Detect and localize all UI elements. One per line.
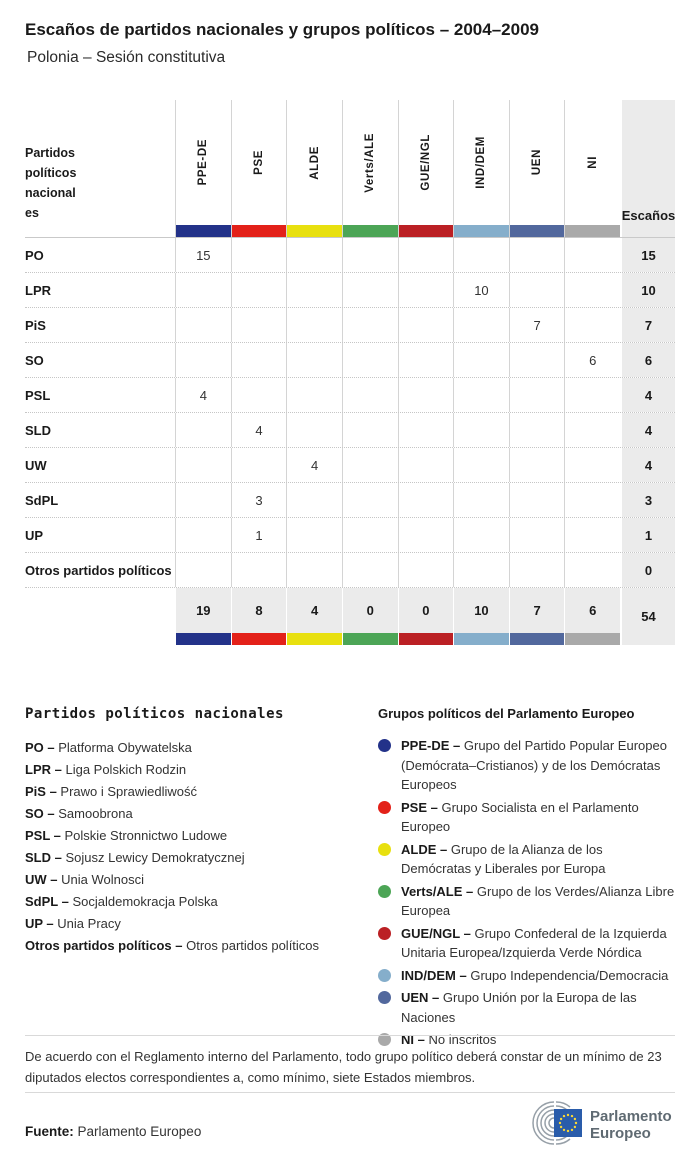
table-row — [25, 553, 675, 588]
table-row: UW 4 4 — [25, 448, 675, 483]
party-label: UP — [25, 527, 44, 543]
group-color-bar — [565, 225, 620, 237]
table-row: PO 15 15 — [25, 238, 675, 273]
national-parties-legend — [25, 706, 378, 1053]
legend-item: PPE-DE – Grupo del Partido Popular Europeo (Demócrata–Cristianos) y de los Demócratas Europeos — [378, 736, 675, 795]
group-color-bar — [286, 633, 342, 645]
group-color-bar — [564, 633, 620, 645]
group-color-dot — [378, 801, 391, 814]
group-color-bar — [231, 633, 287, 645]
group-color-dot — [378, 991, 391, 1004]
party-label: SdPL — [25, 492, 59, 508]
column-total: 19 — [175, 588, 231, 633]
group-color-dot — [378, 927, 391, 940]
column-header-ind-dem: IND/DEM — [453, 100, 509, 237]
legend-item: LPR – Liga Polskich Rodzin — [25, 762, 187, 777]
group-color-bar — [343, 225, 398, 237]
european-parliament-logo — [518, 1098, 678, 1148]
source-credit: Fuente: Parlamento Europeo — [25, 1124, 202, 1139]
table-row: SLD 4 4 — [25, 413, 675, 448]
page-subtitle: Polonia – Sesión constitutiva — [27, 49, 226, 66]
row-total: 4 — [620, 448, 675, 482]
legend-item: PSL – Polskie Stronnictwo Ludowe — [25, 828, 228, 843]
legends-section — [25, 706, 675, 1053]
party-label: PSL — [25, 387, 51, 403]
column-header-uen: UEN — [509, 100, 565, 237]
legend-title: Partidos políticos nacionales — [25, 706, 284, 722]
row-total: 6 — [620, 343, 675, 377]
legend-item: UEN – Grupo Unión por la Europa de las Naciones — [378, 988, 675, 1027]
column-header-ni: NI — [564, 100, 620, 237]
column-total: 8 — [231, 588, 287, 633]
column-header-escanos: Escaños — [620, 100, 675, 237]
group-color-bar — [232, 225, 287, 237]
column-total: 0 — [398, 588, 454, 633]
logo-wordmark-line1: Parlamento — [590, 1108, 672, 1125]
table-row: PSL 4 4 — [25, 378, 675, 413]
page-title: Escaños de partidos nacionales y grupos políticos – 2004–2009 — [25, 20, 539, 39]
table-row: UP 1 1 — [25, 518, 675, 553]
group-color-bar — [510, 225, 565, 237]
party-label: PiS — [25, 317, 46, 333]
legend-item: UW – Unia Wolnosci — [25, 872, 144, 887]
group-color-bar — [453, 633, 509, 645]
row-total: 10 — [620, 273, 675, 307]
seats-table — [25, 100, 675, 645]
footnote-text: De acuerdo con el Reglamento interno del Parlamento, todo grupo político deberá constar de un mínimo de 23 diputados electos correspondientes a, como mínimo, siete Estados miembros. — [25, 1049, 662, 1085]
legend-item: IND/DEM – Grupo Independencia/Democracia — [378, 966, 675, 986]
party-label: LPR — [25, 282, 51, 298]
table-row: PiS 7 7 — [25, 308, 675, 343]
table-row: SO 6 6 — [25, 343, 675, 378]
column-header-alde: ALDE — [286, 100, 342, 237]
legend-item: PO – Platforma Obywatelska — [25, 740, 192, 755]
row-total: 15 — [620, 238, 675, 272]
legend-item: UP – Unia Pracy — [25, 916, 121, 931]
group-color-bar — [342, 633, 398, 645]
group-color-bar — [454, 225, 509, 237]
party-label: PO — [25, 247, 44, 263]
column-total: 10 — [453, 588, 509, 633]
legend-item: ALDE – Grupo de la Alianza de los Demócratas y Liberales por Europa — [378, 840, 675, 879]
legend-item: PiS – Prawo i Sprawiedliwość — [25, 784, 197, 799]
group-color-dot — [378, 885, 391, 898]
legend-item: SdPL – Socjaldemokracja Polska — [25, 894, 218, 909]
column-header-pse: PSE — [231, 100, 287, 237]
row-total: 3 — [620, 483, 675, 517]
group-color-bar — [176, 225, 231, 237]
legend-item: NI – No inscritos — [378, 1030, 675, 1050]
eu-flag-icon — [554, 1109, 582, 1137]
totals-row — [25, 588, 675, 645]
political-groups-legend — [378, 706, 675, 1053]
legend-item: Otros partidos políticos – Otros partidos políticos — [25, 938, 320, 953]
row-total: 1 — [620, 518, 675, 552]
table-row: LPR 10 10 — [25, 273, 675, 308]
party-label: SO — [25, 352, 44, 368]
table-row: SdPL 3 3 — [25, 483, 675, 518]
logo-wordmark-line2: Europeo — [590, 1125, 651, 1142]
legend-title: Grupos políticos del Parlamento Europeo — [378, 706, 635, 721]
column-total: 6 — [564, 588, 620, 633]
column-total: 4 — [286, 588, 342, 633]
row-total: 4 — [620, 413, 675, 447]
column-header-ppe-de: PPE-DE — [175, 100, 231, 237]
row-total: 4 — [620, 378, 675, 412]
grand-total: 54 — [620, 588, 675, 645]
party-label: Otros partidos políticos — [25, 562, 172, 578]
column-total: 7 — [509, 588, 565, 633]
group-color-bar — [509, 633, 565, 645]
group-color-bar — [398, 633, 454, 645]
group-color-bar — [399, 225, 454, 237]
legend-item: PSE – Grupo Socialista en el Parlamento Europeo — [378, 798, 675, 837]
legend-item: Verts/ALE – Grupo de los Verdes/Alianza Libre Europea — [378, 882, 675, 921]
corner-label: Partidos políticos nacional es — [25, 146, 77, 220]
divider — [25, 1035, 675, 1036]
row-total: 7 — [620, 308, 675, 342]
column-header-verts-ale: Verts/ALE — [342, 100, 398, 237]
legend-item: GUE/NGL – Grupo Confederal de la Izquierda Unitaria Europea/Izquierda Verde Nórdica — [378, 924, 675, 963]
row-total: 0 — [620, 553, 675, 587]
group-color-dot — [378, 843, 391, 856]
party-label: SLD — [25, 422, 51, 438]
column-header-gue-ngl: GUE/NGL — [398, 100, 454, 237]
column-total: 0 — [342, 588, 398, 633]
group-color-dot — [378, 739, 391, 752]
party-label: UW — [25, 457, 47, 473]
table-header-row — [25, 100, 675, 238]
group-color-bar — [175, 633, 231, 645]
legend-item: SLD – Sojusz Lewicy Demokratycznej — [25, 850, 245, 865]
group-color-dot — [378, 969, 391, 982]
group-color-bar — [287, 225, 342, 237]
legend-item: SO – Samoobrona — [25, 806, 133, 821]
divider — [25, 1092, 675, 1093]
